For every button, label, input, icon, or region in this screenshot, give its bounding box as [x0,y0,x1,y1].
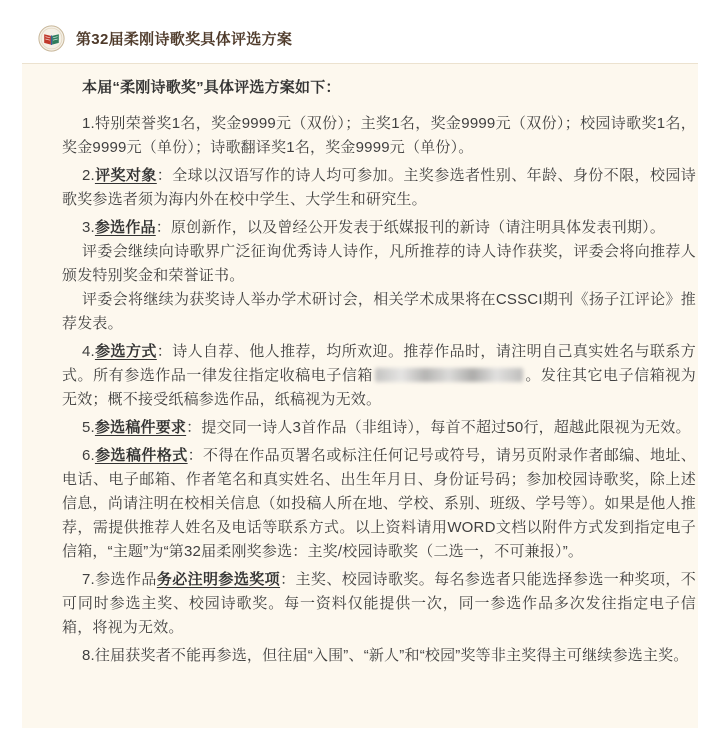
rule-number: 4. [82,343,95,360]
rule-text: ：全球以汉语写作的诗人均可参加。主奖参选者性别、年龄、身份不限，校园诗歌奖参选者须为海内外在校中学生、大学生和研究生。 [62,167,696,208]
rule-text-after: 。发往其它电子信箱视为无效；概不接受纸稿参选作品，纸稿视为无效。 [62,367,696,408]
rule-text: ：提交同一诗人3首作品（非组诗），每首不超过50行，超越此限视为无效。 [186,419,691,436]
rule-emphasis: 参选稿件格式 [94,447,188,464]
rule-2-eligibility [62,164,696,212]
article-title: 第32届柔刚诗歌奖具体评选方案 [76,31,293,48]
rule-8-past-winners [62,644,696,668]
rule-emphasis: 参选作品 [94,219,156,236]
rule-emphasis: 参选稿件要求 [94,419,187,436]
book-badge-logo-icon [38,25,65,52]
rule-number: 5. [82,419,95,436]
rule-1-awards [62,112,696,160]
rule-text: 1.特别荣誉奖1名，奖金9999元（双份）；主奖1名，奖金9999元（双份）；校园诗歌奖1名，奖金9999元（单份）；诗歌翻译奖1名，奖金9999元（单份）。 [62,115,696,156]
rule-text: 评委会将继续为获奖诗人举办学术研讨会，相关学术成果将在CSSCI期刊《扬子江评论》推荐发表。 [62,291,696,332]
rule-number: 2. [82,167,95,184]
rule-number: 6. [82,447,95,464]
rule-text: ：诗人自荐、他人推荐，均所欢迎。推荐作品时，请注明自己真实姓名与联系方式。所有参选作品一律发往指定收稿电子信箱 [62,343,696,384]
rule-4-submission-method [62,340,696,412]
rule-number: 7.参选作品 [82,571,157,588]
intro-heading: 本届“柔刚诗歌奖”具体评选方案如下： [82,79,341,96]
rule-emphasis: 评奖对象 [94,167,157,184]
rule-text: ：主奖、校园诗歌奖。每名参选者只能选择参选一种奖项，不可同时参选主奖、校园诗歌奖。每一资料仅能提供一次，同一参选作品多次发往指定电子信箱，将视为无效。 [62,571,696,636]
rule-7-award-category [62,568,696,640]
article-header [22,0,698,64]
rule-text: ：原创新作，以及曾经公开发表于纸媒报刊的新诗（请注明具体发表刊期）。 [155,219,666,236]
rule-text: 8.往届获奖者不能再参选，但往届“入围”、“新人”和“校园”奖等非主奖得主可继续参选主奖。 [82,647,689,664]
rule-text: 评委会继续向诗歌界广泛征询优秀诗人诗作，凡所推荐的诗人诗作获奖，评委会将向推荐人颁发特别奖金和荣誉证书。 [62,243,696,284]
rule-3-recommendation-note [62,240,696,288]
rule-3-works [62,216,696,240]
redacted-email-address [375,368,523,382]
rule-text: ：不得在作品页署名或标注任何记号或符号，请另页附录作者邮编、地址、电话、电子邮箱、作者笔名和真实姓名、出生年月日、身份证号码；参加校园诗歌奖，除上述信息，尚请注明在校相关信息（如投稿人所在地、学校、系别、班级、学号等）。如果是他人推荐，需提供推荐人姓名及电话等联系方式。以上资料请用WORD文档以附件方式发到指定电子信箱，“主题”为“第32届柔刚奖参选：主奖/校园诗歌奖（二选一，不可兼报）”。 [62,447,696,560]
rule-3-symposium-note [62,288,696,336]
rule-6-manuscript-format [62,444,696,564]
rule-emphasis: 务必注明参选奖项 [156,571,281,588]
rule-emphasis: 参选方式 [94,343,157,360]
rule-number: 3. [82,219,95,236]
rule-5-manuscript-requirements [62,416,696,440]
article-body [22,64,698,728]
